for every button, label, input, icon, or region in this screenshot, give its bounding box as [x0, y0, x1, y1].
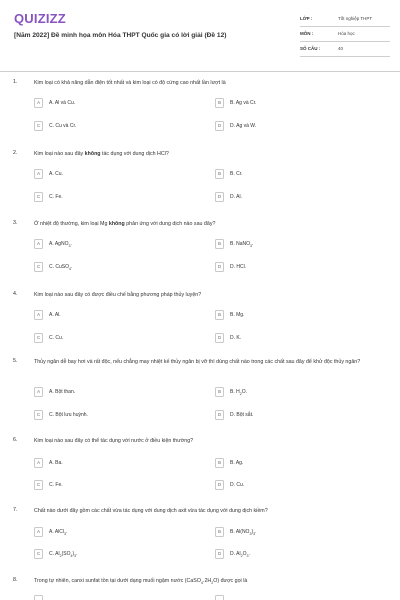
option-letter-box: D	[215, 192, 224, 202]
option-text: A. AgNO$_3$.	[49, 241, 72, 248]
question-text: Kim loại có khả năng dẫn điện tốt nhất và kim loại có độ cứng cao nhất lần lượt là	[34, 80, 226, 86]
option-text: D. HCl.	[230, 264, 247, 270]
option-text: A. Bột than.	[49, 389, 76, 395]
option-letter-box: A	[34, 458, 43, 468]
header	[0, 0, 400, 62]
option-text: C. Cu.	[49, 335, 64, 341]
emphasis: không	[84, 151, 101, 157]
option-text: D. Al.	[230, 194, 242, 200]
option-letter-box: D	[215, 262, 224, 272]
meta-table	[300, 11, 390, 57]
option-letter-box: C	[34, 192, 43, 202]
option-text: C. Fe.	[49, 194, 63, 200]
option-text: B. Ag.	[230, 460, 244, 466]
option-text: D. K.	[230, 335, 242, 341]
meta-value-class: Tốt nghiệp THPT	[338, 11, 390, 26]
question-text: Thủy ngân dễ bay hơi và rất độc, nếu chẳng may nhiệt kế thủy ngân bị vỡ thì dùng chất nào trong các chất sau đây để khử độc thủy ngân?	[34, 359, 361, 365]
option-text: A. Al và Cu.	[49, 100, 76, 106]
option-letter-box: D	[215, 333, 224, 343]
option-letter-box: D	[215, 121, 224, 131]
option-letter-box: A	[34, 387, 43, 397]
question-number: 7.	[13, 507, 18, 513]
question-text: Trong tự nhiên, canxi sunfat tồn tại dưới dạng muối ngậm nước $(CaSO_4.2H_2O)$ được gọi là	[34, 578, 248, 586]
meta-value-subject: Hóa học	[338, 26, 390, 41]
option-text: D. $Al_2O_3$.	[230, 551, 250, 558]
option-letter-box: C	[34, 410, 43, 420]
meta-key-subject: MÔN :	[300, 26, 338, 41]
option-text: B. $Al(NO_3)_3$.	[230, 529, 257, 536]
option-letter-box: C	[34, 333, 43, 343]
option-text: A. Ba.	[49, 460, 63, 466]
question-number: 6.	[13, 437, 18, 443]
option-text: C. Cu và Cr.	[49, 123, 77, 129]
option-letter-box	[215, 595, 224, 600]
question-text: Kim loại nào sau đây không tác dụng với dung dịch HCl?	[34, 151, 169, 157]
option-letter-box: B	[215, 387, 224, 397]
option-letter-box: A	[34, 527, 43, 537]
quizizz-logo: QUIZIZZ	[14, 11, 66, 26]
question-number: 4.	[13, 291, 18, 297]
option-text: C. Bột lưu huỳnh.	[49, 412, 88, 418]
option-letter-box: A	[34, 98, 43, 108]
question-number: 1.	[13, 79, 18, 85]
option-letter-box: D	[215, 410, 224, 420]
option-letter-box: C	[34, 549, 43, 559]
option-text: C. CuSO$_4$.	[49, 264, 73, 271]
header-divider	[0, 71, 400, 72]
page-title: [Năm 2022] Đề minh họa môn Hóa THPT Quốc gia có lời giải (Đề 12)	[14, 32, 227, 39]
question-text: Kim loại nào sau đây có được điều chế bằng phương pháp thủy luyện?	[34, 292, 202, 298]
option-text: D. Cu.	[230, 482, 245, 488]
option-letter-box: B	[215, 239, 224, 249]
meta-key-class: LỚP :	[300, 11, 338, 26]
option-letter-box: B	[215, 458, 224, 468]
option-letter-box: A	[34, 169, 43, 179]
option-letter-box: D	[215, 549, 224, 559]
option-text: D. Ag và W.	[230, 123, 257, 129]
option-letter-box: B	[215, 169, 224, 179]
option-text: B. Cr.	[230, 171, 243, 177]
question-number: 8.	[13, 577, 18, 583]
question-text: Chất nào dưới đây gồm các chất vừa tác dụng với dung dịch axit vừa tác dụng với dung dịch kiềm?	[34, 508, 268, 514]
option-text: B. Ag và Cr.	[230, 100, 257, 106]
option-text: A. Cu.	[49, 171, 63, 177]
option-letter-box: B	[215, 527, 224, 537]
question-number: 3.	[13, 220, 18, 226]
option-letter-box	[34, 595, 43, 600]
option-text: B. NaNO$_3$.	[230, 241, 254, 248]
option-text: A. Al.	[49, 312, 61, 318]
question-text: Ở nhiệt độ thường, kim loại Mg không phản ứng với dung dịch nào sau đây?	[34, 221, 216, 227]
emphasis: không	[108, 221, 125, 227]
option-letter-box: A	[34, 310, 43, 320]
option-letter-box: C	[34, 480, 43, 490]
question-number: 5.	[13, 358, 18, 364]
option-letter-box: C	[34, 121, 43, 131]
option-letter-box: D	[215, 480, 224, 490]
option-text: B. $H_2O$.	[230, 389, 248, 396]
option-text: C. $Al_2(SO_4)_3$.	[49, 551, 78, 558]
option-letter-box: B	[215, 310, 224, 320]
option-text: A. AlCl$_3$.	[49, 529, 68, 536]
option-text: C. Fe.	[49, 482, 63, 488]
option-letter-box: B	[215, 98, 224, 108]
option-text: D. Bột sắt.	[230, 412, 254, 418]
meta-key-count: SỐ CÂU :	[300, 41, 338, 56]
option-text: B. Mg.	[230, 312, 245, 318]
question-number: 2.	[13, 150, 18, 156]
option-letter-box: A	[34, 239, 43, 249]
option-letter-box: C	[34, 262, 43, 272]
meta-value-count: 40	[338, 41, 390, 56]
question-text: Kim loại nào sau đây có thể tác dụng với nước ở điều kiện thường?	[34, 438, 194, 444]
